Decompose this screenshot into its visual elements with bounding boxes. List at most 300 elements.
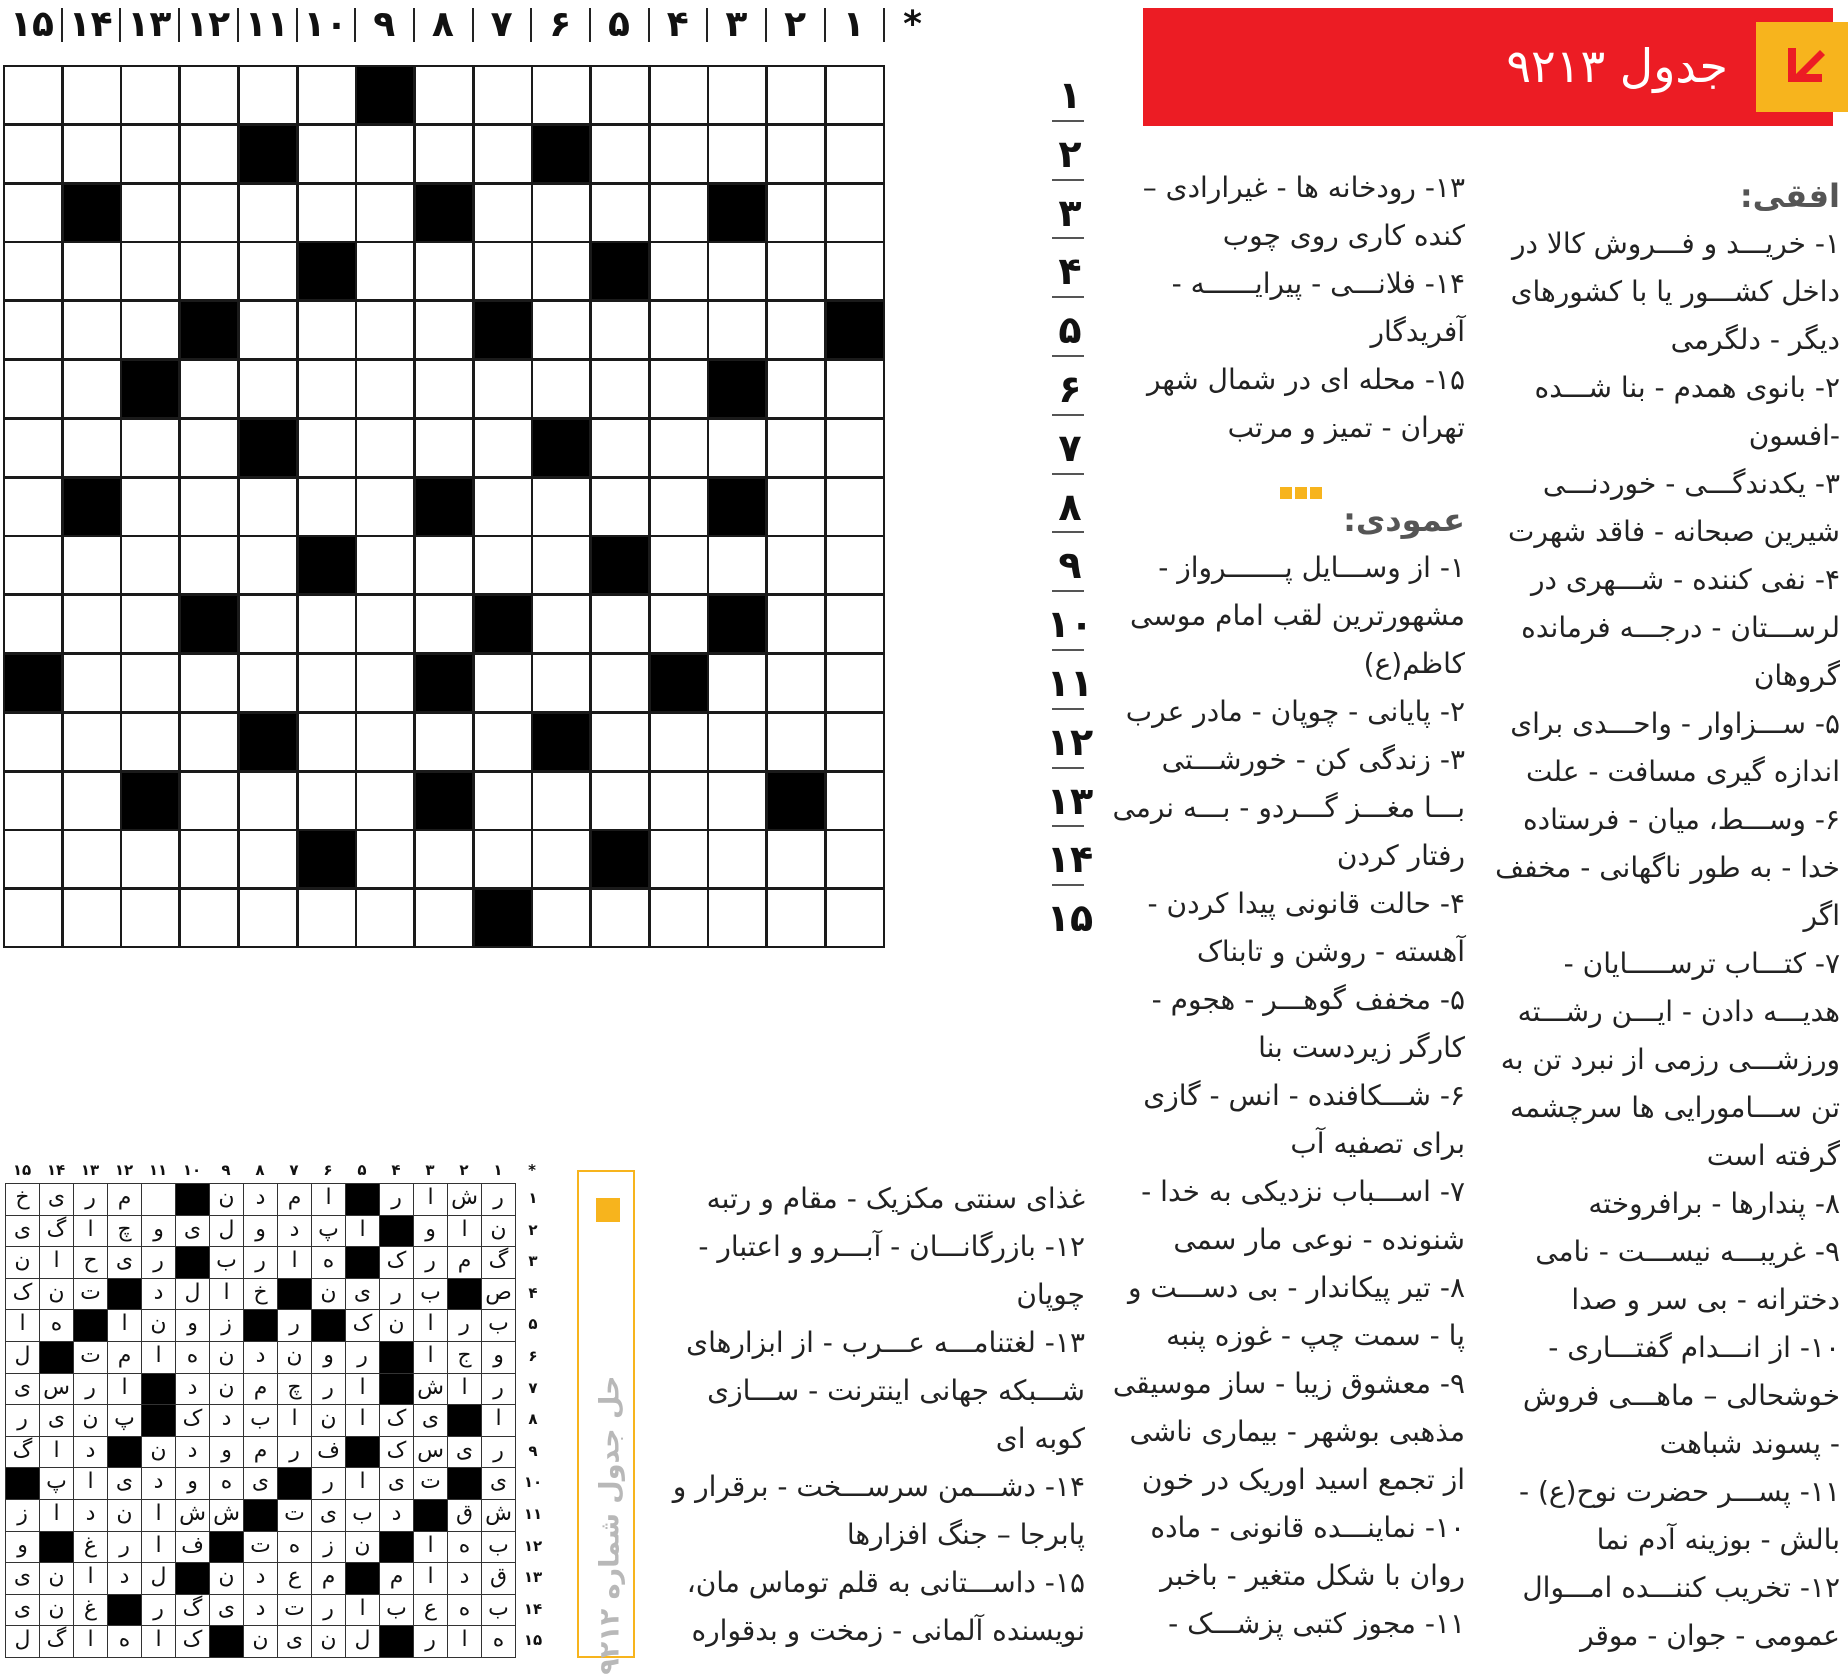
grid-cell[interactable] bbox=[3, 65, 63, 125]
grid-cell[interactable] bbox=[355, 712, 415, 772]
solution-cell: ل bbox=[5, 1341, 40, 1374]
clue-line: گرفته است bbox=[1706, 1139, 1840, 1172]
grid-cell[interactable] bbox=[3, 300, 63, 360]
solution-cell: ر bbox=[379, 1278, 414, 1311]
grid-cell[interactable] bbox=[297, 359, 357, 419]
grid-cell[interactable] bbox=[590, 418, 650, 478]
solution-row-number: ۱۴ bbox=[523, 1599, 543, 1618]
grid-cell[interactable] bbox=[766, 418, 826, 478]
grid-cell[interactable] bbox=[62, 124, 122, 184]
grid-cell[interactable] bbox=[590, 183, 650, 243]
solution-cell: ج bbox=[447, 1341, 482, 1374]
grid-cell[interactable] bbox=[355, 888, 415, 948]
grid-cell[interactable] bbox=[238, 359, 298, 419]
column-number: ۱۰ bbox=[303, 4, 348, 45]
solution-cell: ه bbox=[107, 1625, 142, 1658]
grid-cell[interactable] bbox=[62, 594, 122, 654]
grid-cell[interactable] bbox=[531, 829, 591, 889]
grid-cell[interactable] bbox=[473, 771, 533, 831]
grid-cell[interactable] bbox=[590, 477, 650, 537]
solution-cell: ع bbox=[277, 1562, 312, 1595]
clue-line: کنده کاری روی چوب bbox=[1222, 219, 1465, 252]
clue-line: ۳- یکدندگـــی - خوردنـــی bbox=[1542, 467, 1840, 500]
grid-cell[interactable] bbox=[355, 183, 415, 243]
grid-cell[interactable] bbox=[62, 888, 122, 948]
clue-line: شـــبکه جهانی اینترنت - ســـازی bbox=[707, 1374, 1085, 1407]
solution-cell: چ bbox=[277, 1373, 312, 1406]
grid-cell[interactable] bbox=[179, 535, 239, 595]
grid-cell[interactable] bbox=[590, 359, 650, 419]
solution-cell: و bbox=[481, 1341, 516, 1374]
grid-cell[interactable] bbox=[825, 829, 885, 889]
solution-cell: ی bbox=[39, 1404, 74, 1437]
clue-line: بالش - بوزینه آدم نما bbox=[1596, 1523, 1840, 1556]
grid-cell[interactable] bbox=[531, 65, 591, 125]
grid-cell[interactable] bbox=[531, 300, 591, 360]
grid-cell[interactable] bbox=[179, 653, 239, 713]
solution-cell: ش bbox=[447, 1183, 482, 1216]
clue-line: ۲- بانوی همدم - بنا شـــده bbox=[1534, 371, 1840, 404]
clue-line: ۱- خریـــد و فـــروش کالا در bbox=[1512, 227, 1840, 260]
grid-cell[interactable] bbox=[649, 594, 709, 654]
grid-cell[interactable] bbox=[297, 300, 357, 360]
grid-cell[interactable] bbox=[3, 712, 63, 772]
grid-cell[interactable] bbox=[649, 359, 709, 419]
grid-cell[interactable] bbox=[297, 477, 357, 537]
solution-cell: ت bbox=[73, 1341, 108, 1374]
clue-line: تهران - تمیز و مرتب bbox=[1227, 411, 1465, 444]
grid-cell[interactable] bbox=[707, 829, 767, 889]
grid-cell[interactable] bbox=[3, 888, 63, 948]
solution-cell: ی bbox=[107, 1246, 142, 1279]
grid-cell[interactable] bbox=[766, 888, 826, 948]
solution-cell: ن bbox=[209, 1562, 244, 1595]
solution-column-number: ۱۴ bbox=[46, 1161, 66, 1179]
grid-cell[interactable] bbox=[120, 594, 180, 654]
grid-cell[interactable] bbox=[297, 888, 357, 948]
grid-cell[interactable] bbox=[238, 771, 298, 831]
solution-cell: ف bbox=[175, 1531, 210, 1564]
solution-cell: ر bbox=[277, 1436, 312, 1469]
grid-cell[interactable] bbox=[590, 300, 650, 360]
solution-black-cell bbox=[379, 1373, 414, 1406]
grid-cell[interactable] bbox=[238, 829, 298, 889]
grid-cell[interactable] bbox=[825, 183, 885, 243]
clue-line: ۱۴- فلانـــی - پیرایــــــه - bbox=[1171, 267, 1465, 300]
grid-cell[interactable] bbox=[179, 712, 239, 772]
grid-cell[interactable] bbox=[120, 829, 180, 889]
grid-cell[interactable] bbox=[414, 241, 474, 301]
solution-row-number: ۶ bbox=[528, 1347, 538, 1365]
solution-cell: ر bbox=[311, 1373, 346, 1406]
grid-cell[interactable] bbox=[120, 712, 180, 772]
solution-cell: ا bbox=[345, 1594, 380, 1627]
grid-cell[interactable] bbox=[531, 359, 591, 419]
grid-cell[interactable] bbox=[531, 653, 591, 713]
grid-cell[interactable] bbox=[297, 183, 357, 243]
grid-cell[interactable] bbox=[238, 653, 298, 713]
grid-cell[interactable] bbox=[355, 653, 415, 713]
solution-cell: ا bbox=[141, 1625, 176, 1658]
grid-cell[interactable] bbox=[297, 712, 357, 772]
solution-black-cell bbox=[311, 1309, 346, 1342]
solution-cell: ف bbox=[311, 1436, 346, 1469]
solution-row-number: ۱۱ bbox=[523, 1505, 543, 1523]
solution-cell: و bbox=[243, 1215, 278, 1248]
grid-cell[interactable] bbox=[297, 653, 357, 713]
clue-line: ۶- وســـط، میان - فرستاده bbox=[1522, 803, 1840, 836]
grid-cell[interactable] bbox=[355, 359, 415, 419]
separator-dots bbox=[1280, 484, 1326, 496]
grid-cell[interactable] bbox=[355, 829, 415, 889]
grid-cell[interactable] bbox=[238, 535, 298, 595]
clue-line: ۱۳- لغتنامـــه عـــرب - از ابزارهای bbox=[686, 1326, 1085, 1359]
grid-cell[interactable] bbox=[3, 241, 63, 301]
crossword-grid bbox=[3, 65, 1039, 1101]
solution-cell: و bbox=[141, 1215, 176, 1248]
solution-cell: ی bbox=[39, 1183, 74, 1216]
grid-cell[interactable] bbox=[120, 418, 180, 478]
grid-cell[interactable] bbox=[414, 535, 474, 595]
grid-cell[interactable] bbox=[297, 771, 357, 831]
row-separator bbox=[1052, 767, 1084, 769]
grid-cell[interactable] bbox=[766, 653, 826, 713]
clue-line: ۱- از وســـایل پـــــــرواز - bbox=[1158, 551, 1465, 584]
grid-cell[interactable] bbox=[414, 418, 474, 478]
solution-cell: ا bbox=[413, 1562, 448, 1595]
grid-cell[interactable] bbox=[414, 829, 474, 889]
grid-cell[interactable] bbox=[62, 65, 122, 125]
grid-cell[interactable] bbox=[62, 300, 122, 360]
grid-cell[interactable] bbox=[825, 124, 885, 184]
clue-line: نویسنده آلمانی - زمخت و بدقواره bbox=[691, 1614, 1085, 1647]
grid-cell[interactable] bbox=[825, 477, 885, 537]
clue-line: هدیـــه دادن - ایـــن رشـــته bbox=[1517, 995, 1840, 1028]
grid-cell[interactable] bbox=[707, 241, 767, 301]
solution-black-cell bbox=[175, 1246, 210, 1279]
solution-cell: ب bbox=[243, 1404, 278, 1437]
grid-cell[interactable] bbox=[3, 124, 63, 184]
solution-cell: و bbox=[175, 1467, 210, 1500]
black-cell bbox=[238, 712, 298, 772]
grid-cell[interactable] bbox=[62, 535, 122, 595]
solution-black-cell bbox=[141, 1404, 176, 1437]
grid-cell[interactable] bbox=[179, 183, 239, 243]
grid-cell[interactable] bbox=[649, 712, 709, 772]
grid-cell[interactable] bbox=[766, 300, 826, 360]
solution-cell: د bbox=[277, 1215, 312, 1248]
grid-cell[interactable] bbox=[766, 359, 826, 419]
grid-cell[interactable] bbox=[590, 771, 650, 831]
grid-cell[interactable] bbox=[825, 594, 885, 654]
solution-cell: ا bbox=[73, 1625, 108, 1658]
clue-line: دخترانه - بی سر و صدا bbox=[1571, 1283, 1840, 1316]
solution-cell: م bbox=[277, 1183, 312, 1216]
grid-cell[interactable] bbox=[355, 594, 415, 654]
grid-cell[interactable] bbox=[120, 535, 180, 595]
solution-cell: ر bbox=[447, 1309, 482, 1342]
grid-cell[interactable] bbox=[590, 653, 650, 713]
grid-cell[interactable] bbox=[120, 300, 180, 360]
grid-cell[interactable] bbox=[766, 829, 826, 889]
clue-line: ۴- حالت قانونی پیدا کردن - bbox=[1147, 887, 1465, 920]
solution-cell: ا bbox=[311, 1183, 346, 1216]
grid-cell[interactable] bbox=[649, 477, 709, 537]
grid-cell[interactable] bbox=[62, 771, 122, 831]
solution-black-cell bbox=[379, 1341, 414, 1374]
grid-cell[interactable] bbox=[473, 241, 533, 301]
clue-line: اندازه گیری مسافت - علت bbox=[1526, 755, 1840, 788]
grid-cell[interactable] bbox=[238, 300, 298, 360]
row-number: ۴ bbox=[1058, 249, 1082, 294]
grid-cell[interactable] bbox=[649, 241, 709, 301]
grid-cell[interactable] bbox=[238, 241, 298, 301]
solution-cell: س bbox=[39, 1373, 74, 1406]
grid-cell[interactable] bbox=[473, 359, 533, 419]
row-number: ۱۳ bbox=[1046, 778, 1094, 823]
solution-black-cell bbox=[209, 1531, 244, 1564]
solution-black-cell bbox=[379, 1531, 414, 1564]
grid-cell[interactable] bbox=[649, 124, 709, 184]
grid-cell[interactable] bbox=[707, 712, 767, 772]
grid-cell[interactable] bbox=[649, 535, 709, 595]
grid-cell[interactable] bbox=[297, 65, 357, 125]
grid-cell[interactable] bbox=[649, 300, 709, 360]
row-number: ۱۴ bbox=[1046, 837, 1094, 882]
solution-black-cell bbox=[447, 1404, 482, 1437]
solution-row-number: ۱۳ bbox=[523, 1568, 543, 1587]
solution-black-cell bbox=[379, 1625, 414, 1658]
grid-cell[interactable] bbox=[179, 888, 239, 948]
grid-cell[interactable] bbox=[297, 124, 357, 184]
grid-cell[interactable] bbox=[120, 124, 180, 184]
grid-cell[interactable] bbox=[766, 477, 826, 537]
solution-cell: ز bbox=[311, 1531, 346, 1564]
row-number: ۱ bbox=[1058, 73, 1082, 117]
grid-cell[interactable] bbox=[414, 124, 474, 184]
grid-cell[interactable] bbox=[473, 124, 533, 184]
clue-line: شنونده - نوعی مار سمی bbox=[1173, 1223, 1465, 1256]
grid-cell[interactable] bbox=[414, 594, 474, 654]
clue-line: مشهورترین لقب امام موسی bbox=[1129, 599, 1465, 632]
solution-cell: ه bbox=[209, 1467, 244, 1500]
grid-cell[interactable] bbox=[414, 359, 474, 419]
grid-cell[interactable] bbox=[825, 712, 885, 772]
grid-cell[interactable] bbox=[62, 241, 122, 301]
grid-cell[interactable] bbox=[120, 653, 180, 713]
black-cell bbox=[120, 359, 180, 419]
clue-line: آهسته - روشن و تابناک bbox=[1196, 935, 1465, 968]
grid-cell[interactable] bbox=[707, 124, 767, 184]
grid-cell[interactable] bbox=[825, 771, 885, 831]
grid-cell[interactable] bbox=[590, 712, 650, 772]
solution-cell: ی bbox=[243, 1467, 278, 1500]
grid-cell[interactable] bbox=[766, 712, 826, 772]
grid-cell[interactable] bbox=[766, 124, 826, 184]
grid-cell[interactable] bbox=[355, 418, 415, 478]
grid-cell[interactable] bbox=[531, 183, 591, 243]
grid-cell[interactable] bbox=[473, 535, 533, 595]
grid-cell[interactable] bbox=[649, 771, 709, 831]
grid-cell[interactable] bbox=[3, 183, 63, 243]
grid-cell[interactable] bbox=[766, 241, 826, 301]
grid-cell[interactable] bbox=[590, 65, 650, 125]
grid-cell[interactable] bbox=[355, 124, 415, 184]
black-cell bbox=[531, 418, 591, 478]
grid-cell[interactable] bbox=[590, 124, 650, 184]
grid-cell[interactable] bbox=[297, 594, 357, 654]
grid-cell[interactable] bbox=[62, 418, 122, 478]
grid-cell[interactable] bbox=[120, 65, 180, 125]
grid-cell[interactable] bbox=[531, 535, 591, 595]
grid-cell[interactable] bbox=[238, 477, 298, 537]
grid-cell[interactable] bbox=[707, 65, 767, 125]
clue-line: ۵- ســـزاوار - واحـــدی برای bbox=[1510, 707, 1840, 740]
grid-cell[interactable] bbox=[766, 183, 826, 243]
grid-cell[interactable] bbox=[707, 771, 767, 831]
grid-cell[interactable] bbox=[238, 183, 298, 243]
grid-cell[interactable] bbox=[414, 888, 474, 948]
clue-line: لرســـتان - درجـــه فرمانده bbox=[1521, 611, 1840, 644]
solution-black-cell bbox=[345, 1436, 380, 1469]
clue-line: - پسوند شباهت bbox=[1659, 1427, 1840, 1460]
solution-cell: د bbox=[107, 1562, 142, 1595]
grid-cell[interactable] bbox=[649, 829, 709, 889]
grid-cell[interactable] bbox=[179, 829, 239, 889]
grid-cell[interactable] bbox=[355, 535, 415, 595]
grid-cell[interactable] bbox=[179, 65, 239, 125]
black-cell bbox=[414, 477, 474, 537]
grid-cell[interactable] bbox=[62, 359, 122, 419]
solution-cell: ی bbox=[379, 1467, 414, 1500]
grid-cell[interactable] bbox=[590, 594, 650, 654]
grid-cell[interactable] bbox=[590, 888, 650, 948]
grid-cell[interactable] bbox=[238, 888, 298, 948]
grid-cell[interactable] bbox=[3, 771, 63, 831]
grid-cell[interactable] bbox=[179, 771, 239, 831]
row-separator bbox=[1052, 355, 1084, 357]
clue-line: از تجمع اسید اوریک در خون bbox=[1141, 1463, 1465, 1496]
solution-column-numbers bbox=[5, 1160, 545, 1180]
grid-cell[interactable] bbox=[120, 888, 180, 948]
solution-cell: غ bbox=[73, 1531, 108, 1564]
solution-cell: ن bbox=[5, 1246, 40, 1279]
grid-cell[interactable] bbox=[531, 477, 591, 537]
grid-cell[interactable] bbox=[3, 535, 63, 595]
solution-cell: ی bbox=[5, 1594, 40, 1627]
black-cell bbox=[179, 594, 239, 654]
grid-cell[interactable] bbox=[3, 594, 63, 654]
grid-cell[interactable] bbox=[120, 477, 180, 537]
grid-cell[interactable] bbox=[3, 359, 63, 419]
grid-cell[interactable] bbox=[238, 65, 298, 125]
grid-cell[interactable] bbox=[120, 183, 180, 243]
grid-cell[interactable] bbox=[766, 535, 826, 595]
grid-cell[interactable] bbox=[531, 594, 591, 654]
row-number: ۳ bbox=[1058, 190, 1082, 235]
grid-cell[interactable] bbox=[825, 418, 885, 478]
grid-cell[interactable] bbox=[62, 653, 122, 713]
grid-cell[interactable] bbox=[179, 124, 239, 184]
black-cell bbox=[120, 771, 180, 831]
grid-cell[interactable] bbox=[414, 65, 474, 125]
grid-cell[interactable] bbox=[766, 594, 826, 654]
solution-cell: ا bbox=[447, 1215, 482, 1248]
grid-cell[interactable] bbox=[473, 477, 533, 537]
grid-cell[interactable] bbox=[3, 477, 63, 537]
solution-row-number: ۲ bbox=[528, 1220, 538, 1239]
grid-cell[interactable] bbox=[179, 477, 239, 537]
grid-cell[interactable] bbox=[179, 418, 239, 478]
grid-cell[interactable] bbox=[649, 183, 709, 243]
grid-cell[interactable] bbox=[473, 829, 533, 889]
grid-cell[interactable] bbox=[62, 712, 122, 772]
grid-cell[interactable] bbox=[3, 418, 63, 478]
grid-cell[interactable] bbox=[179, 359, 239, 419]
solution-cell: چ bbox=[107, 1215, 142, 1248]
solution-black-cell bbox=[175, 1562, 210, 1595]
grid-cell[interactable] bbox=[825, 535, 885, 595]
grid-cell[interactable] bbox=[707, 535, 767, 595]
clue-line: پا - سمت چپ - غوزه پنبه bbox=[1166, 1319, 1465, 1352]
clue-line: ۷- اســـباب نزدیکی به خدا - bbox=[1141, 1175, 1465, 1208]
grid-cell[interactable] bbox=[649, 65, 709, 125]
grid-cell[interactable] bbox=[707, 888, 767, 948]
solution-cell: ر bbox=[413, 1625, 448, 1658]
grid-cell[interactable] bbox=[3, 829, 63, 889]
row-number: ۹ bbox=[1058, 543, 1082, 588]
grid-cell[interactable] bbox=[355, 241, 415, 301]
black-cell bbox=[590, 829, 650, 889]
black-cell bbox=[297, 829, 357, 889]
grid-cell[interactable] bbox=[531, 241, 591, 301]
grid-cell[interactable] bbox=[355, 477, 415, 537]
grid-cell[interactable] bbox=[766, 65, 826, 125]
grid-cell[interactable] bbox=[473, 183, 533, 243]
grid-cell[interactable] bbox=[473, 65, 533, 125]
grid-cell[interactable] bbox=[825, 241, 885, 301]
grid-cell[interactable] bbox=[707, 653, 767, 713]
grid-cell[interactable] bbox=[414, 712, 474, 772]
grid-cell[interactable] bbox=[355, 300, 415, 360]
solution-column-number: ۵ bbox=[357, 1161, 367, 1179]
grid-cell[interactable] bbox=[238, 594, 298, 654]
solution-cell: ا bbox=[345, 1373, 380, 1406]
grid-cell[interactable] bbox=[531, 771, 591, 831]
solution-cell: ن bbox=[277, 1341, 312, 1374]
grid-cell[interactable] bbox=[649, 888, 709, 948]
clue-line: روان با شکل متغیر - باخبر bbox=[1160, 1559, 1465, 1592]
solution-cell: د bbox=[243, 1594, 278, 1627]
grid-cell[interactable] bbox=[473, 653, 533, 713]
grid-cell[interactable] bbox=[62, 829, 122, 889]
grid-cell[interactable] bbox=[473, 712, 533, 772]
grid-cell[interactable] bbox=[355, 771, 415, 831]
grid-cell[interactable] bbox=[707, 418, 767, 478]
grid-cell[interactable] bbox=[531, 888, 591, 948]
grid-cell[interactable] bbox=[473, 418, 533, 478]
grid-cell[interactable] bbox=[707, 300, 767, 360]
grid-cell[interactable] bbox=[649, 418, 709, 478]
grid-cell[interactable] bbox=[825, 653, 885, 713]
grid-cell[interactable] bbox=[825, 65, 885, 125]
grid-cell[interactable] bbox=[297, 418, 357, 478]
grid-cell[interactable] bbox=[825, 359, 885, 419]
grid-cell[interactable] bbox=[825, 888, 885, 948]
grid-cell[interactable] bbox=[414, 300, 474, 360]
grid-cell[interactable] bbox=[179, 241, 239, 301]
grid-cell[interactable] bbox=[120, 241, 180, 301]
